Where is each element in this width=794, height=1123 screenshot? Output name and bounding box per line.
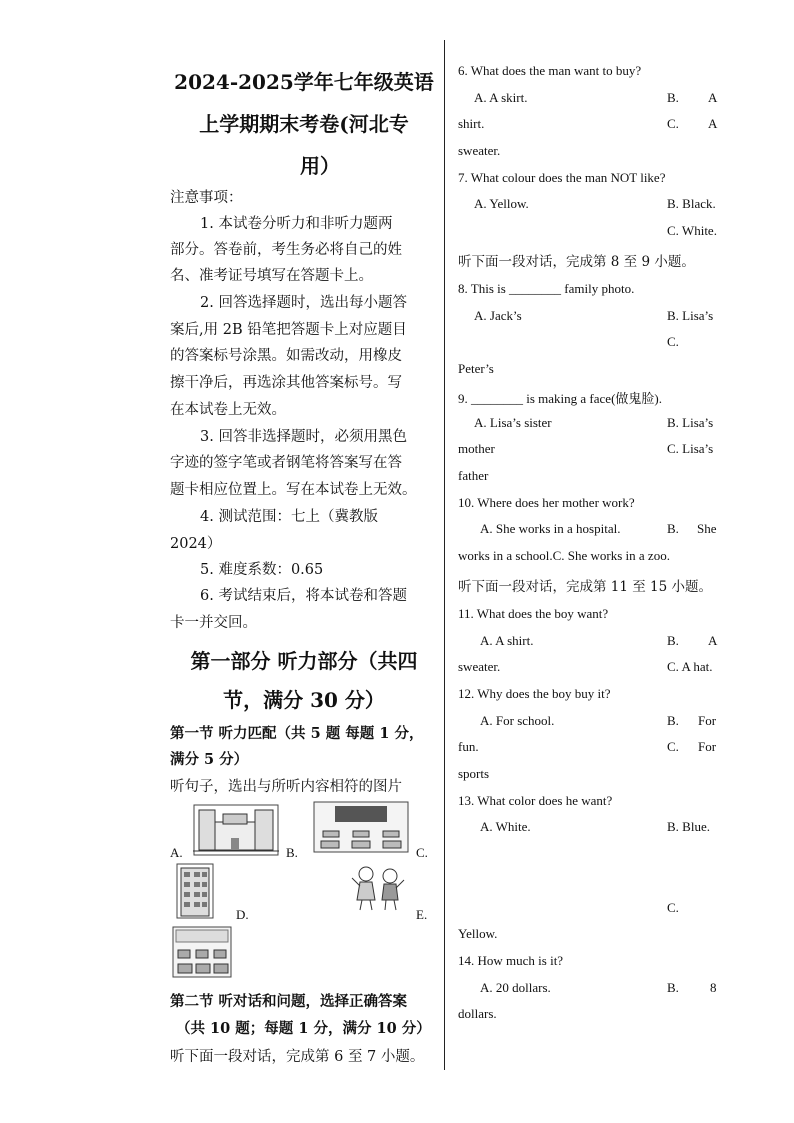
- section1-instruction: 听句子，选出与所听内容相符的图片: [170, 779, 402, 795]
- section2-instruction: 听下面一段对话，完成第 6 至 7 小题。: [170, 1049, 425, 1065]
- q8-option-b: B. Lisa’s: [667, 308, 714, 323]
- part1-heading-l2: 节，满分 30 分）: [223, 688, 385, 712]
- q13-option-c-text: Yellow.: [458, 926, 498, 941]
- q6-option-b-word: A: [708, 90, 718, 105]
- notice-heading: 注意事项：: [170, 190, 243, 206]
- q12-option-b-cont: fun.: [458, 739, 479, 754]
- notice-6-l2: 卡一并交回。: [170, 615, 257, 631]
- q14-option-a: A. 20 dollars.: [480, 980, 551, 995]
- part1-heading-l1: 第一部分 听力部分（共四: [190, 649, 418, 673]
- notice-3-l2: 字迹的签字笔或者钢笔将答案写在答: [170, 455, 402, 471]
- notice-3-l1: 3. 回答非选择题时，必须用黑色: [200, 429, 407, 445]
- q9-option-b-cont: mother: [458, 441, 495, 456]
- q12-option-a: A. For school.: [480, 713, 555, 728]
- q7-option-c: C. White.: [667, 223, 717, 238]
- pic-label-b: B.: [286, 845, 298, 860]
- q6-option-c-cont: sweater.: [458, 143, 501, 158]
- q12-option-b-label: B.: [667, 713, 679, 728]
- notice-2-l2: 案后,用 2B 铅笔把答题卡上对应题目: [170, 322, 407, 338]
- section2-heading-l2: （共 10 题；每题 1 分，满分 10 分）: [176, 1020, 431, 1037]
- q9-option-c: C. Lisa’s: [667, 441, 714, 456]
- pic-label-c: C.: [416, 845, 428, 860]
- q13-option-a: A. White.: [480, 819, 531, 834]
- q12-text: 12. Why does the boy buy it?: [458, 686, 611, 701]
- q11-text: 11. What does the boy want?: [458, 606, 609, 621]
- q14-option-b-word: 8: [710, 980, 717, 995]
- q10-option-a: A. She works in a hospital.: [480, 521, 621, 536]
- doc-title-line3: 用）: [300, 154, 340, 178]
- q8-text: 8. This is ________ family photo.: [458, 281, 635, 296]
- children-image: [350, 864, 406, 912]
- q10-options-cont: works in a school.C. She works in a zoo.: [458, 548, 670, 563]
- q12-option-c-cont: sports: [458, 766, 490, 781]
- q11-option-b-cont: sweater.: [458, 659, 501, 674]
- column-divider: [444, 40, 445, 1070]
- q13-text: 13. What color does he want?: [458, 793, 613, 808]
- notice-2-l3: 的答案标号涂黑。如需改动，用橡皮: [170, 348, 402, 364]
- q10-text: 10. Where does her mother work?: [458, 495, 635, 510]
- instruction-11-15: 听下面一段对话，完成第 11 至 15 小题。: [458, 579, 713, 595]
- q8-option-a: A. Jack’s: [474, 308, 522, 323]
- q12-option-b-word: For: [698, 713, 717, 728]
- q12-option-c-word: For: [698, 739, 717, 754]
- notice-4-l2: 2024）: [170, 536, 222, 552]
- notice-3-l3: 题卡相应位置上。写在本试卷上无效。: [170, 482, 417, 498]
- notice-4-l1: 4. 测试范围：七上（冀教版: [200, 509, 378, 525]
- q8-option-c-label: C.: [667, 334, 679, 349]
- q14-option-b-label: B.: [667, 980, 679, 995]
- q6-option-b-cont: shirt.: [458, 116, 485, 131]
- q9-text: 9. ________ is making a face(做鬼脸).: [458, 391, 662, 406]
- pic-label-d: D.: [236, 907, 249, 922]
- q13-option-c-label: C.: [667, 900, 679, 915]
- section1-heading-l1: 第一节 听力匹配（共 5 题 每题 1 分，: [170, 725, 424, 742]
- q9-option-c-cont: father: [458, 468, 489, 483]
- notice-2-l5: 在本试卷上无效。: [170, 402, 286, 418]
- section1-heading-l2: 满分 5 分）: [170, 751, 249, 768]
- q11-option-c: C. A hat.: [667, 659, 713, 674]
- q13-option-b: B. Blue.: [667, 819, 710, 834]
- q9-option-a: A. Lisa’s sister: [474, 415, 552, 430]
- notice-1-l3: 名、准考证号填写在答题卡上。: [170, 268, 373, 284]
- doc-title-line1: 2024-2025学年七年级英语: [174, 70, 434, 94]
- q8-option-c-text: Peter’s: [458, 361, 494, 376]
- q14-text: 14. How much is it?: [458, 953, 564, 968]
- office-image: [172, 926, 232, 978]
- q6-text: 6. What does the man want to buy?: [458, 63, 642, 78]
- q6-option-c-label: C.: [667, 116, 679, 131]
- notice-2-l1: 2. 回答选择题时，选出每小题答: [200, 295, 407, 311]
- q11-option-b-label: B.: [667, 633, 679, 648]
- notice-2-l4: 擦干净后，再选涂其他答案标号。写: [170, 375, 402, 391]
- q10-option-b-word: She: [697, 521, 717, 536]
- pic-label-e: E.: [416, 907, 428, 922]
- q11-option-a: A. A shirt.: [480, 633, 534, 648]
- q7-text: 7. What colour does the man NOT like?: [458, 170, 666, 185]
- q7-option-b: B. Black.: [667, 196, 716, 211]
- q14-option-b-cont: dollars.: [458, 1006, 497, 1021]
- school-building-image: [193, 804, 279, 856]
- notice-6-l1: 6. 考试结束后，将本试卷和答题: [200, 588, 407, 604]
- doc-title-line2: 上学期期末考卷(河北专: [199, 112, 409, 136]
- notice-1-l1: 1. 本试卷分听力和非听力题两: [200, 216, 393, 232]
- q9-option-b: B. Lisa’s: [667, 415, 714, 430]
- q6-option-a: A. A skirt.: [474, 90, 528, 105]
- q6-option-c-word: A: [708, 116, 718, 131]
- pic-label-a: A.: [170, 845, 183, 860]
- instruction-8-9: 听下面一段对话，完成第 8 至 9 小题。: [458, 254, 695, 270]
- q7-option-a: A. Yellow.: [474, 196, 529, 211]
- q6-option-b-label: B.: [667, 90, 679, 105]
- q12-option-c-label: C.: [667, 739, 679, 754]
- section2-heading-l1: 第二节 听对话和问题，选择正确答案: [170, 993, 408, 1010]
- q11-option-b-word: A: [708, 633, 718, 648]
- notice-1-l2: 部分。答卷前，考生务必将自己的姓: [170, 242, 402, 258]
- tall-building-image: [176, 863, 214, 919]
- q10-option-b-label: B.: [667, 521, 679, 536]
- classroom-image: [313, 801, 409, 853]
- notice-5: 5. 难度系数：0.65: [200, 562, 324, 578]
